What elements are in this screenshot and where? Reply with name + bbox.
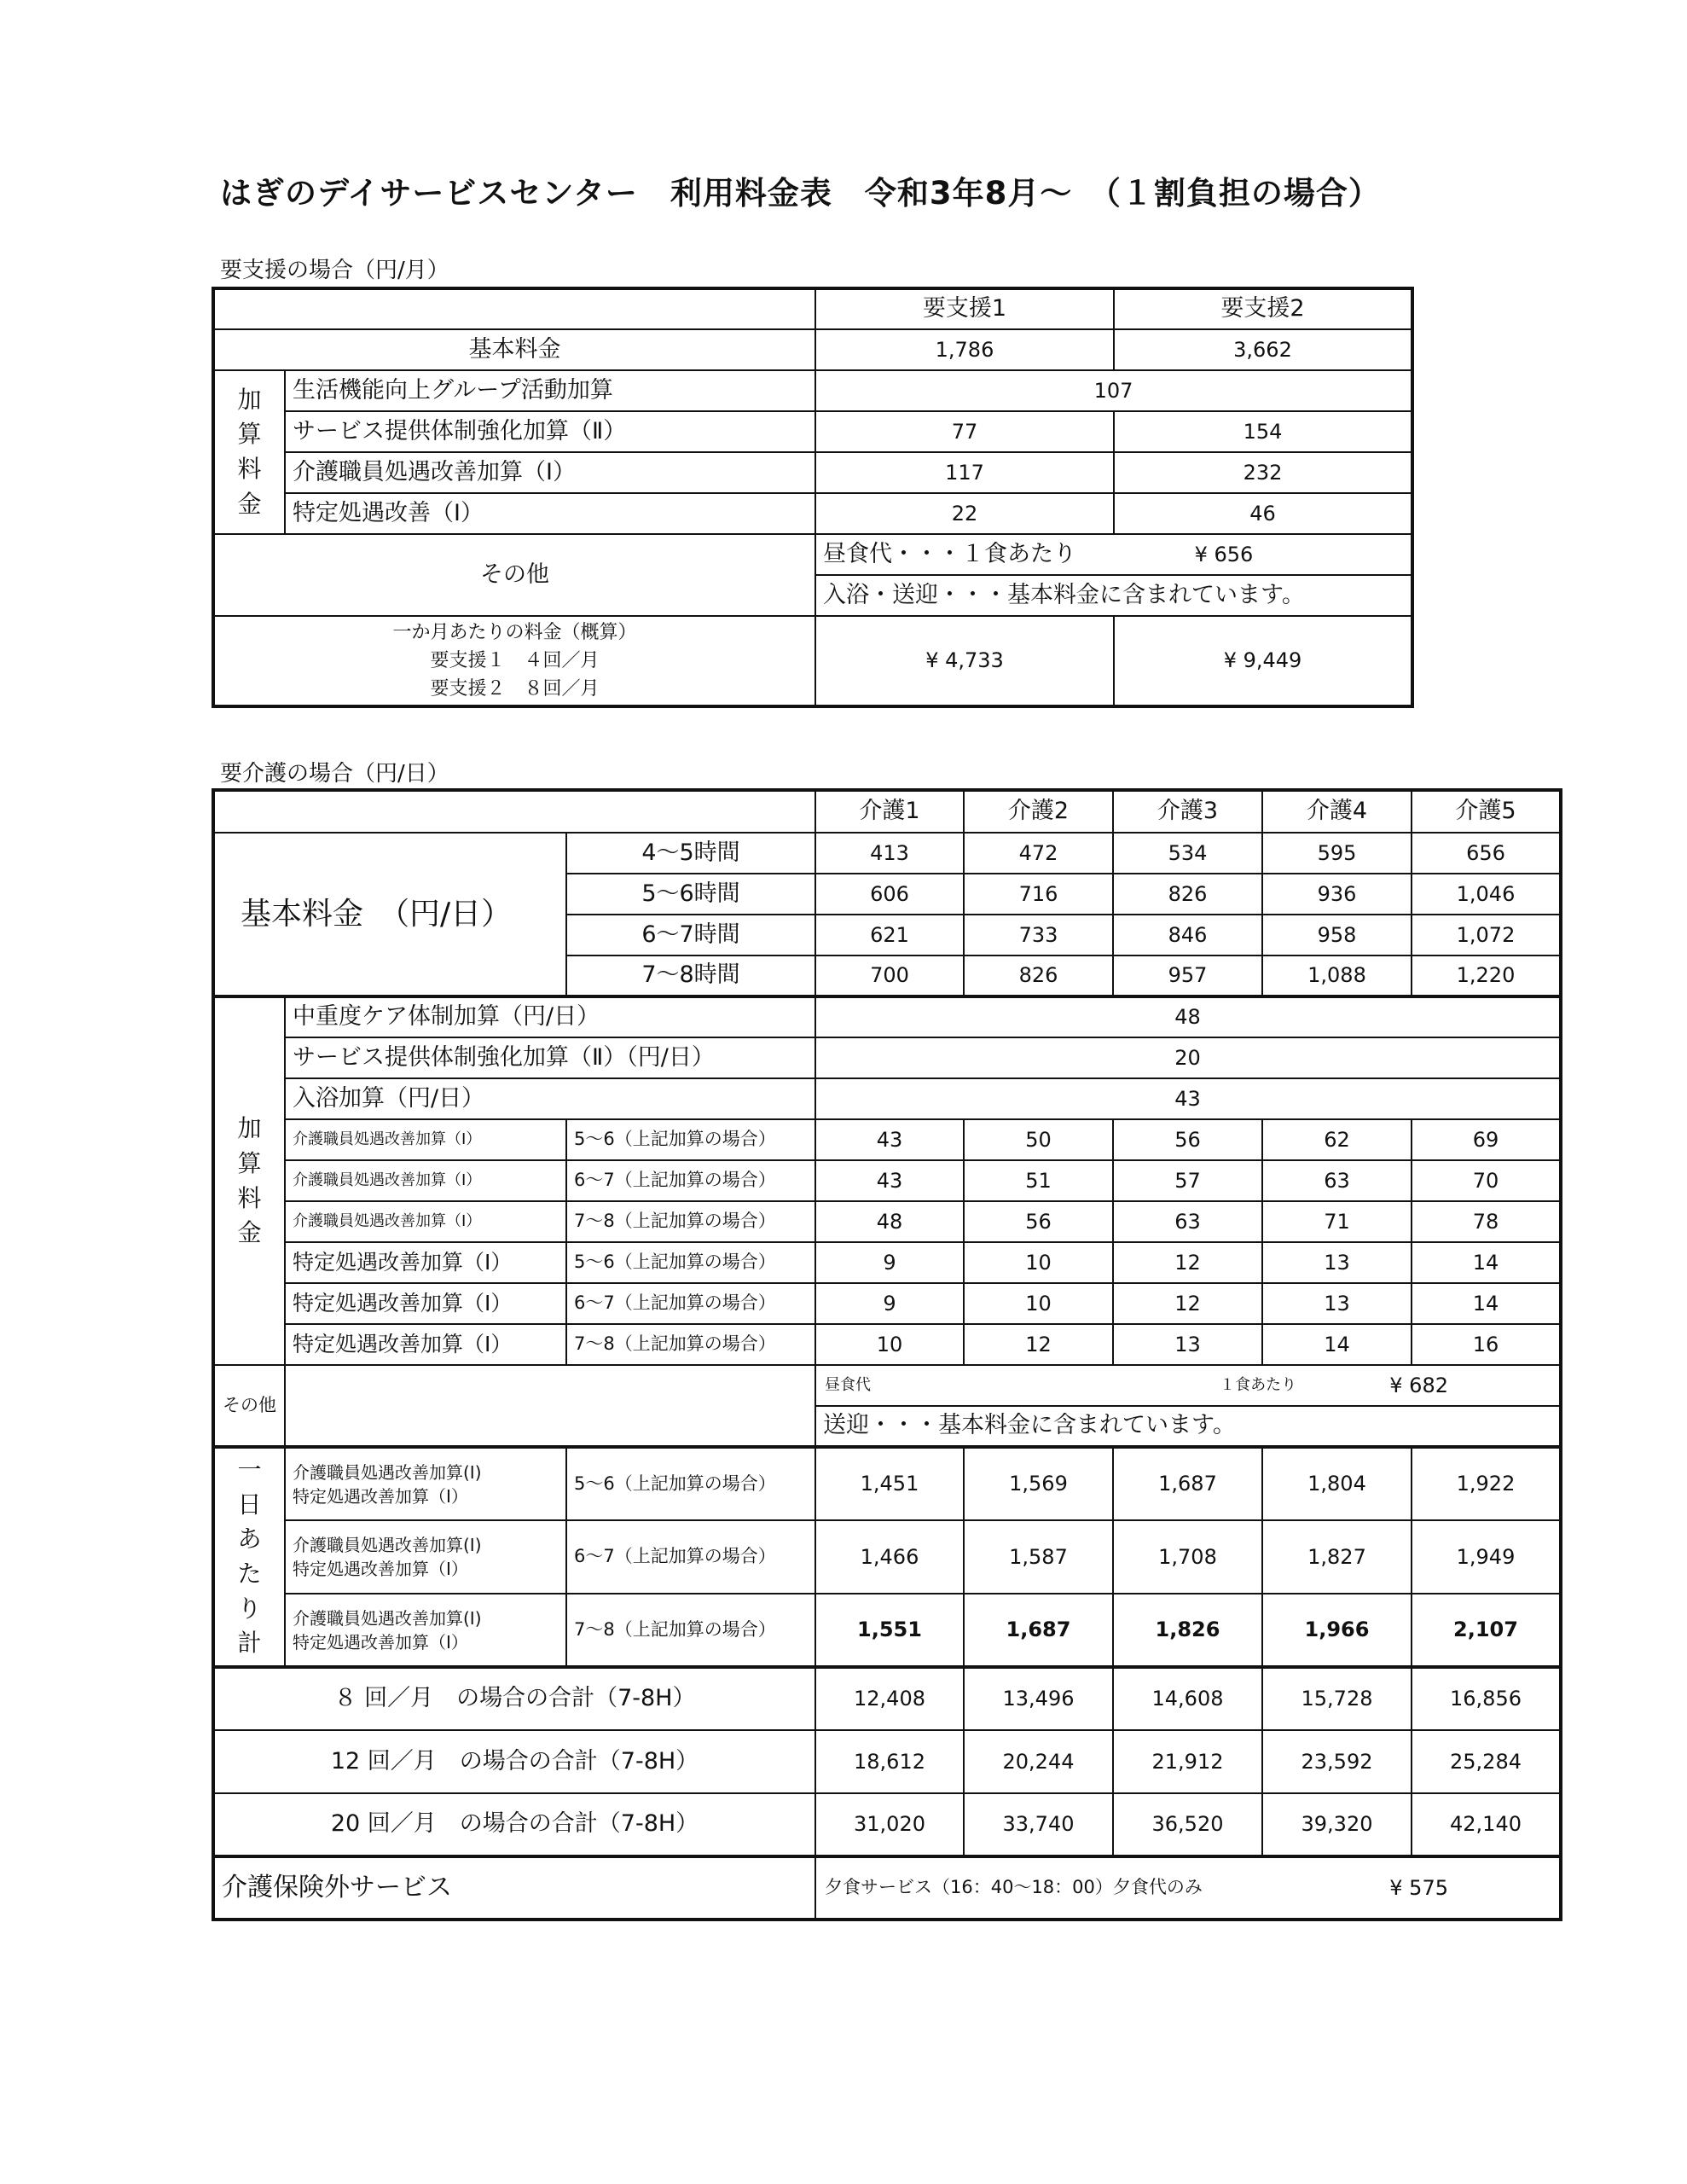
non-insurance-label: 介護保険外サービス — [213, 1856, 815, 1920]
time-range: 4～5時間 — [566, 833, 815, 874]
table-cell: 700 — [815, 956, 964, 996]
additional-row-label: 介護職員処遇改善加算（Ⅰ） — [285, 1201, 566, 1242]
additional-row-value: 46 — [1114, 493, 1412, 534]
daily-row-condition: 7～8（上記加算の場合） — [566, 1594, 815, 1667]
table-cell: 1,046 — [1412, 874, 1561, 915]
table-cell: 36,520 — [1113, 1793, 1262, 1856]
additional-fee-vertical-text: 加算料金 — [237, 1114, 262, 1247]
other-blank — [285, 1365, 815, 1447]
table-cell: 2,107 — [1412, 1594, 1561, 1667]
header-support1: 要支援1 — [815, 288, 1114, 329]
table-cell: 14 — [1412, 1283, 1561, 1324]
page-title: はぎのデイサービスセンター 利用料金表 令和3年8月～ （１割負担の場合） — [220, 175, 1381, 212]
meal-fee-price: ¥ 682 — [1389, 1373, 1448, 1397]
table-cell: 472 — [964, 833, 1113, 874]
table-cell: 57 — [1113, 1160, 1262, 1201]
daily-row-condition: 5～6（上記加算の場合） — [566, 1447, 815, 1520]
daily-row-condition: 6～7（上記加算の場合） — [566, 1520, 815, 1594]
table-cell: 1,220 — [1412, 956, 1561, 996]
daily-row-label — [285, 1594, 566, 1667]
table-cell: 10 — [964, 1283, 1113, 1324]
table-cell: 595 — [1262, 833, 1412, 874]
table-cell: 10 — [815, 1324, 964, 1365]
additional-row-condition: 6～7（上記加算の場合） — [566, 1160, 815, 1201]
table-cell: 1,922 — [1412, 1447, 1561, 1520]
table-cell: 51 — [964, 1160, 1113, 1201]
additional-row-merged-value: 107 — [815, 370, 1412, 411]
table-cell: 1,687 — [964, 1594, 1113, 1667]
additional-row-value: 154 — [1114, 411, 1412, 452]
dinner-service-price: ¥ 575 — [1389, 1875, 1448, 1900]
table-cell: 13 — [1262, 1242, 1412, 1283]
table-cell: 13,496 — [964, 1667, 1113, 1730]
table-cell: 56 — [1113, 1119, 1262, 1160]
header-care2: 介護2 — [964, 790, 1113, 833]
table-cell: 43 — [815, 1119, 964, 1160]
additional-row-label: 入浴加算（円/日） — [285, 1078, 815, 1119]
daily-row-line: 介護職員処遇改善加算(Ⅰ) — [293, 1607, 482, 1629]
additional-row-label: 介護職員処遇改善加算（Ⅰ） — [285, 452, 815, 493]
table-cell: 846 — [1113, 915, 1262, 956]
monthly-total-label: 12 回／月 の場合の合計（7-8H） — [213, 1730, 815, 1793]
table-cell: 606 — [815, 874, 964, 915]
meal-fee-price: ¥ 656 — [1194, 542, 1254, 566]
table-cell: 20,244 — [964, 1730, 1113, 1793]
table-cell: 826 — [964, 956, 1113, 996]
time-range: 7～8時間 — [566, 956, 815, 996]
daily-total-label — [213, 1447, 285, 1667]
table-cell: 1,826 — [1113, 1594, 1262, 1667]
time-range: 6～7時間 — [566, 915, 815, 956]
table-cell: 621 — [815, 915, 964, 956]
table-cell: 826 — [1113, 874, 1262, 915]
table-cell: 957 — [1113, 956, 1262, 996]
monthly-total-label: 20 回／月 の場合の合計（7-8H） — [213, 1793, 815, 1856]
monthly-estimate-line: 要支援２ ８回／月 — [430, 678, 600, 700]
meal-fee-cell — [815, 534, 1412, 575]
table-cell: 1,827 — [1262, 1520, 1412, 1594]
table-cell: 69 — [1412, 1119, 1561, 1160]
support-fee-table — [212, 287, 1414, 708]
additional-row-label: サービス提供体制強化加算（Ⅱ）（円/日） — [285, 1037, 815, 1078]
monthly-estimate-line: 一か月あたりの料金（概算） — [392, 622, 637, 643]
table-cell: 13 — [1262, 1283, 1412, 1324]
daily-row-label — [285, 1520, 566, 1594]
table-cell: 534 — [1113, 833, 1262, 874]
daily-row-line: 特定処遇改善加算（Ⅰ） — [293, 1559, 468, 1579]
table-cell: 63 — [1262, 1160, 1412, 1201]
monthly-estimate-line: 要支援１ ４回／月 — [430, 650, 600, 671]
additional-row-label: 中重度ケア体制加算（円/日） — [285, 996, 815, 1037]
additional-row-value: 117 — [815, 452, 1114, 493]
table-cell: 1,569 — [964, 1447, 1113, 1520]
additional-row-value: 22 — [815, 493, 1114, 534]
other-label: その他 — [213, 534, 815, 616]
table-cell: 16 — [1412, 1324, 1561, 1365]
header-care3: 介護3 — [1113, 790, 1262, 833]
additional-row-value: 232 — [1114, 452, 1412, 493]
daily-total-vertical-text: 一日あたり計 — [237, 1455, 262, 1658]
table-cell: 48 — [815, 1201, 964, 1242]
table-cell: 25,284 — [1412, 1730, 1561, 1793]
table-cell: 9 — [815, 1242, 964, 1283]
table-cell: 56 — [964, 1201, 1113, 1242]
table-cell: 15,728 — [1262, 1667, 1412, 1730]
table-cell: 12,408 — [815, 1667, 964, 1730]
table-cell: 33,740 — [964, 1793, 1113, 1856]
table-cell: 70 — [1412, 1160, 1561, 1201]
additional-row-label: 介護職員処遇改善加算（Ⅰ） — [285, 1160, 566, 1201]
table-cell: 12 — [964, 1324, 1113, 1365]
additional-row-condition: 5～6（上記加算の場合） — [566, 1119, 815, 1160]
table-cell: 413 — [815, 833, 964, 874]
table-cell: 31,020 — [815, 1793, 964, 1856]
header-support2: 要支援2 — [1114, 288, 1412, 329]
additional-fee-label — [213, 996, 285, 1365]
table-cell: 1,088 — [1262, 956, 1412, 996]
additional-row-label: 生活機能向上グループ活動加算 — [285, 370, 815, 411]
meal-fee-label: 昼食代・・・１食あたり — [823, 540, 1076, 567]
dinner-service-desc: 夕食サービス（16：40～18：00）夕食代のみ — [825, 1877, 1203, 1898]
monthly-estimate-support2: ¥ 9,449 — [1114, 616, 1412, 706]
additional-row-label: サービス提供体制強化加算（Ⅱ） — [285, 411, 815, 452]
additional-fee-vertical-text: 加算料金 — [237, 385, 262, 518]
other-label: その他 — [213, 1365, 285, 1447]
table-cell: 21,912 — [1113, 1730, 1262, 1793]
additional-fee-label — [213, 370, 285, 534]
additional-row-label: 特定処遇改善加算（Ⅰ） — [285, 1324, 566, 1365]
table-cell: 42,140 — [1412, 1793, 1561, 1856]
table-cell: 656 — [1412, 833, 1561, 874]
additional-row-merged-value: 43 — [815, 1078, 1561, 1119]
additional-row-value: 77 — [815, 411, 1114, 452]
daily-row-line: 介護職員処遇改善加算(Ⅰ) — [293, 1535, 482, 1555]
base-fee-support1: 1,786 — [815, 329, 1114, 370]
non-insurance-cell — [815, 1856, 1561, 1920]
table-cell: 12 — [1113, 1283, 1262, 1324]
table-cell: 9 — [815, 1283, 964, 1324]
table-cell: 62 — [1262, 1119, 1412, 1160]
monthly-estimate-support1: ¥ 4,733 — [815, 616, 1114, 706]
table-cell: 43 — [815, 1160, 964, 1201]
table-cell: 1,466 — [815, 1520, 964, 1594]
table-cell: 1,072 — [1412, 915, 1561, 956]
table-cell: 1,708 — [1113, 1520, 1262, 1594]
meal-fee-label: 昼食代 — [825, 1376, 871, 1395]
table-cell: 14 — [1412, 1242, 1561, 1283]
table-cell: 733 — [964, 915, 1113, 956]
table-cell: 1,451 — [815, 1447, 964, 1520]
base-fee-support2: 3,662 — [1114, 329, 1412, 370]
table-cell: 14 — [1262, 1324, 1412, 1365]
base-fee-label: 基本料金 （円/日） — [213, 833, 566, 996]
daily-row-label — [285, 1447, 566, 1520]
daily-row-line: 介護職員処遇改善加算(Ⅰ) — [293, 1461, 482, 1483]
table-cell: 18,612 — [815, 1730, 964, 1793]
base-fee-label: 基本料金 — [213, 329, 815, 370]
table-cell: 958 — [1262, 915, 1412, 956]
additional-row-label: 介護職員処遇改善加算（Ⅰ） — [285, 1119, 566, 1160]
care-caption: 要介護の場合（円/日） — [220, 761, 449, 787]
table-cell: 78 — [1412, 1201, 1561, 1242]
table-cell: 12 — [1113, 1242, 1262, 1283]
meal-fee-per: １食あたり — [1220, 1376, 1297, 1395]
table-cell: 13 — [1113, 1324, 1262, 1365]
additional-row-merged-value: 20 — [815, 1037, 1561, 1078]
table-cell: 936 — [1262, 874, 1412, 915]
table-cell: 71 — [1262, 1201, 1412, 1242]
monthly-total-label: ８ 回／月 の場合の合計（7-8H） — [213, 1667, 815, 1730]
header-care1: 介護1 — [815, 790, 964, 833]
table-cell: 63 — [1113, 1201, 1262, 1242]
table-cell: 10 — [964, 1242, 1113, 1283]
header-blank — [213, 790, 815, 833]
daily-row-line: 特定処遇改善加算（Ⅰ） — [293, 1631, 468, 1653]
additional-row-condition: 7～8（上記加算の場合） — [566, 1324, 815, 1365]
table-cell: 716 — [964, 874, 1113, 915]
additional-row-condition: 7～8（上記加算の場合） — [566, 1201, 815, 1242]
included-note: 送迎・・・基本料金に含まれています。 — [815, 1406, 1561, 1447]
table-cell: 1,949 — [1412, 1520, 1561, 1594]
meal-fee-cell — [815, 1365, 1561, 1406]
additional-row-label: 特定処遇改善加算（Ⅰ） — [285, 1242, 566, 1283]
support-caption: 要支援の場合（円/月） — [220, 258, 449, 283]
additional-row-merged-value: 48 — [815, 996, 1561, 1037]
table-cell: 14,608 — [1113, 1667, 1262, 1730]
table-cell: 39,320 — [1262, 1793, 1412, 1856]
table-cell: 23,592 — [1262, 1730, 1412, 1793]
care-fee-table — [212, 788, 1562, 1921]
additional-row-condition: 5～6（上記加算の場合） — [566, 1242, 815, 1283]
table-cell: 1,587 — [964, 1520, 1113, 1594]
table-cell: 50 — [964, 1119, 1113, 1160]
table-cell: 1,687 — [1113, 1447, 1262, 1520]
table-cell: 16,856 — [1412, 1667, 1561, 1730]
table-cell: 1,804 — [1262, 1447, 1412, 1520]
monthly-estimate-label — [213, 616, 815, 706]
additional-row-label: 特定処遇改善加算（Ⅰ） — [285, 1283, 566, 1324]
additional-row-condition: 6～7（上記加算の場合） — [566, 1283, 815, 1324]
table-cell: 1,551 — [815, 1594, 964, 1667]
daily-row-line: 特定処遇改善加算（Ⅰ） — [293, 1485, 468, 1507]
included-note: 入浴・送迎・・・基本料金に含まれています。 — [815, 575, 1412, 616]
time-range: 5～6時間 — [566, 874, 815, 915]
header-care4: 介護4 — [1262, 790, 1412, 833]
additional-row-label: 特定処遇改善（Ⅰ） — [285, 493, 815, 534]
header-care5: 介護5 — [1412, 790, 1561, 833]
header-blank — [213, 288, 815, 329]
table-cell: 1,966 — [1262, 1594, 1412, 1667]
